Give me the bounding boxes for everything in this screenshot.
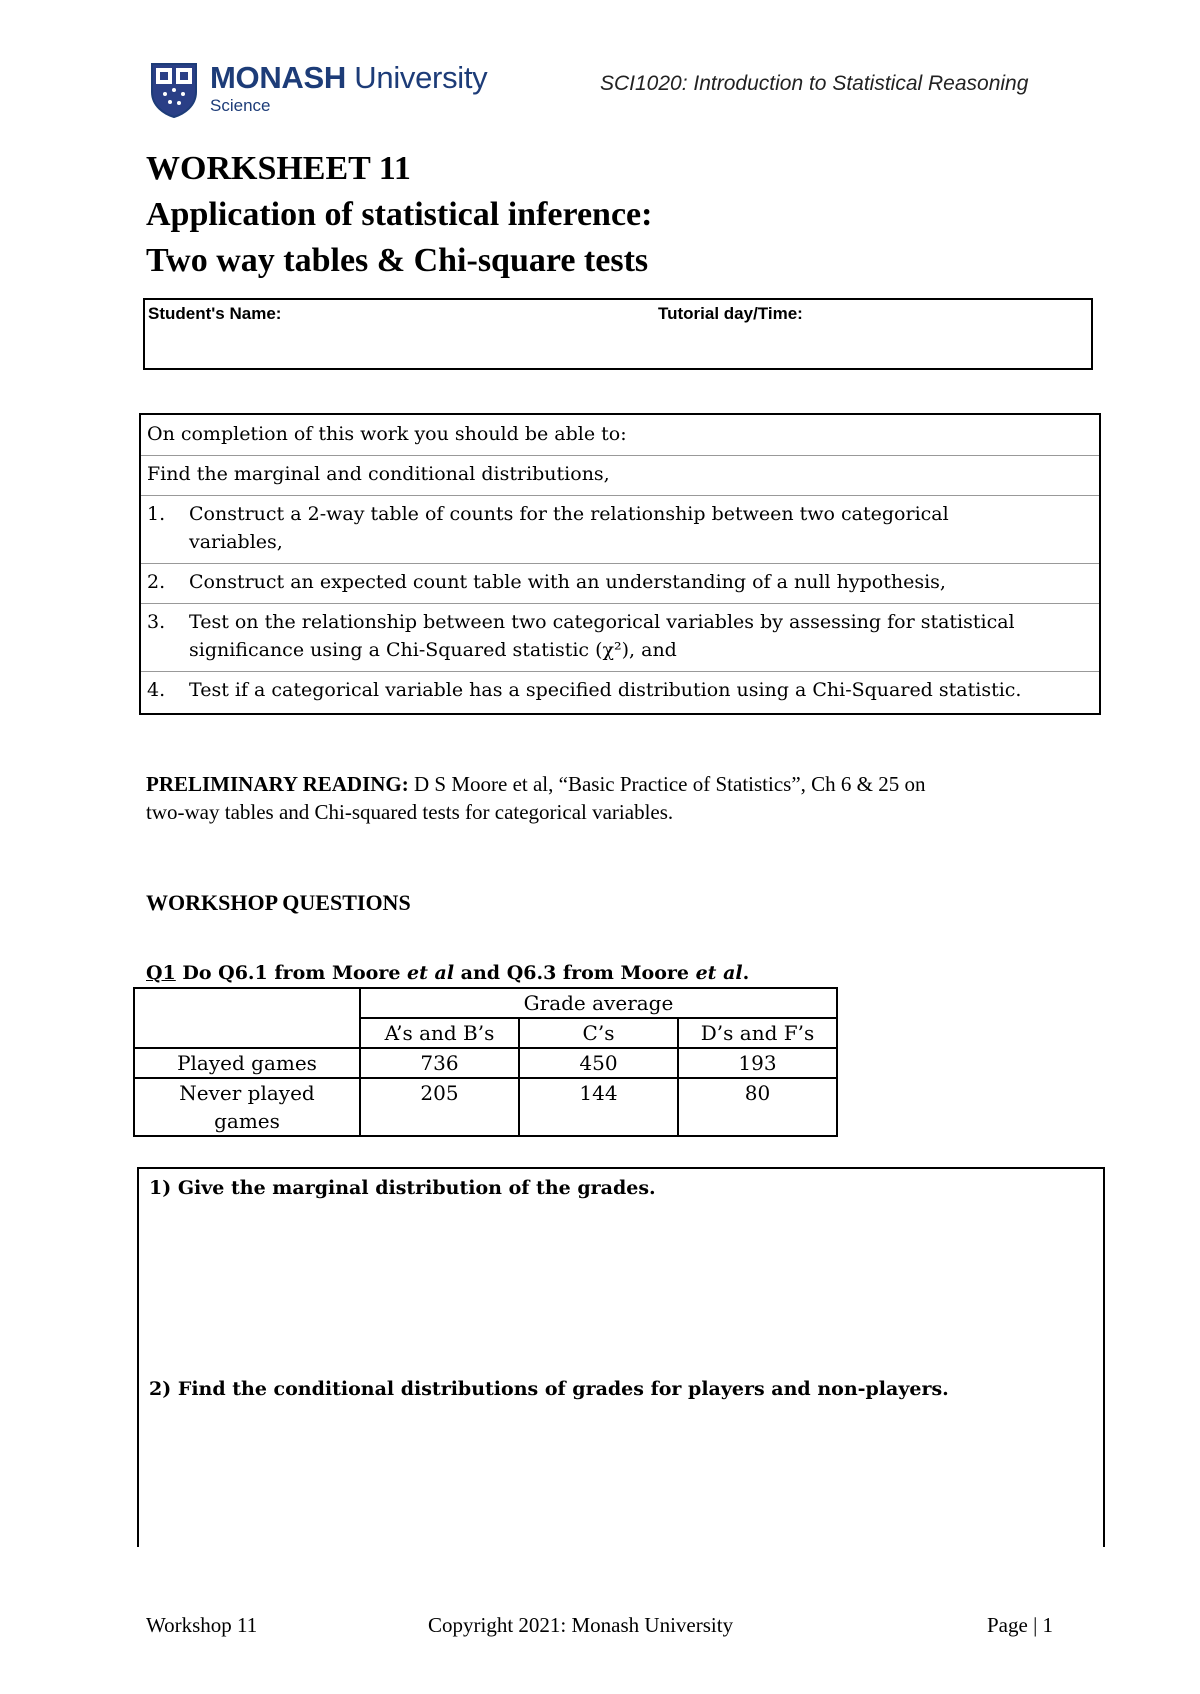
table-row — [134, 1048, 837, 1078]
objective-number: 1. — [147, 503, 166, 525]
objective-text: Test on the relationship between two categorical variables by assessing for statistical — [189, 611, 1015, 633]
table-row — [134, 1078, 837, 1136]
table-group-header: Grade average — [360, 988, 837, 1018]
logo-subtitle: Science — [210, 96, 271, 115]
reading-text: D S Moore et al, “Basic Practice of Statistics”, Ch 6 & 25 on — [408, 772, 926, 796]
student-name-label: Student's Name: — [148, 304, 282, 323]
question-1-part-1: 1) Give the marginal distribution of the grades. — [149, 1177, 656, 1199]
divider — [141, 495, 1099, 496]
tutorial-time-label: Tutorial day/Time: — [658, 304, 803, 323]
answer-box[interactable] — [137, 1167, 1105, 1547]
student-info-box[interactable] — [143, 298, 1093, 370]
table-cell: 193 — [678, 1048, 837, 1078]
title-line-1: WORKSHEET 11 — [146, 150, 411, 187]
footer-center: Copyright 2021: Monash University — [428, 1613, 734, 1637]
grades-table — [133, 987, 838, 1137]
question-1-prompt: Q1 Do Q6.1 from Moore et al and Q6.3 from Moore et al. — [146, 962, 750, 984]
table-cell: 144 — [519, 1078, 678, 1136]
objective-text: Construct a 2-way table of counts for the relationship between two categorical — [189, 503, 949, 525]
objectives-lead: Find the marginal and conditional distributions, — [147, 463, 610, 485]
objective-number: 4. — [147, 679, 166, 701]
objective-text: variables, — [189, 531, 283, 553]
worksheet-title — [146, 146, 652, 284]
learning-objectives-box — [139, 413, 1101, 715]
divider — [141, 671, 1099, 672]
preliminary-reading — [146, 770, 926, 826]
objective-text: significance using a Chi-Squared statistic (χ²), and — [189, 639, 677, 661]
workshop-heading: WORKSHOP QUESTIONS — [146, 890, 411, 915]
footer-page-number: Page | 1 — [987, 1613, 1054, 1637]
table-column-header: A’s and B’s — [360, 1018, 519, 1048]
table-column-header: D’s and F’s — [678, 1018, 837, 1048]
reading-text: two-way tables and Chi-squared tests for categorical variables. — [146, 800, 674, 824]
table-cell: 450 — [519, 1048, 678, 1078]
divider — [141, 563, 1099, 564]
objective-number: 2. — [147, 571, 166, 593]
table-row-label: Played games — [134, 1048, 360, 1078]
table-cell: 80 — [678, 1078, 837, 1136]
question-1-part-2: 2) Find the conditional distributions of grades for players and non-players. — [149, 1378, 949, 1400]
table-row-label: Never played games — [134, 1078, 360, 1136]
table-column-header: C’s — [519, 1018, 678, 1048]
reading-label: PRELIMINARY READING: — [146, 772, 409, 796]
table-cell: 205 — [360, 1078, 519, 1136]
title-line-2: Application of statistical inference: — [146, 196, 653, 233]
objective-number: 3. — [147, 611, 166, 633]
divider — [141, 455, 1099, 456]
objectives-intro: On completion of this work you should be able to: — [147, 423, 627, 445]
title-line-3: Two way tables & Chi-square tests — [146, 242, 649, 279]
monash-logo — [150, 60, 510, 122]
objective-text: Test if a categorical variable has a specified distribution using a Chi-Squared statistic. — [189, 679, 1022, 701]
course-title: SCI1020: Introduction to Statistical Reasoning — [600, 72, 1029, 95]
footer-left: Workshop 11 — [146, 1613, 258, 1637]
question-1-label: Q1 — [146, 962, 176, 984]
table-cell: 736 — [360, 1048, 519, 1078]
objective-text: Construct an expected count table with an understanding of a null hypothesis, — [189, 571, 946, 593]
logo-wordmark: MONASH University — [210, 60, 488, 95]
divider — [141, 603, 1099, 604]
table-corner-cell — [134, 988, 360, 1048]
monash-crest-icon — [150, 62, 198, 118]
